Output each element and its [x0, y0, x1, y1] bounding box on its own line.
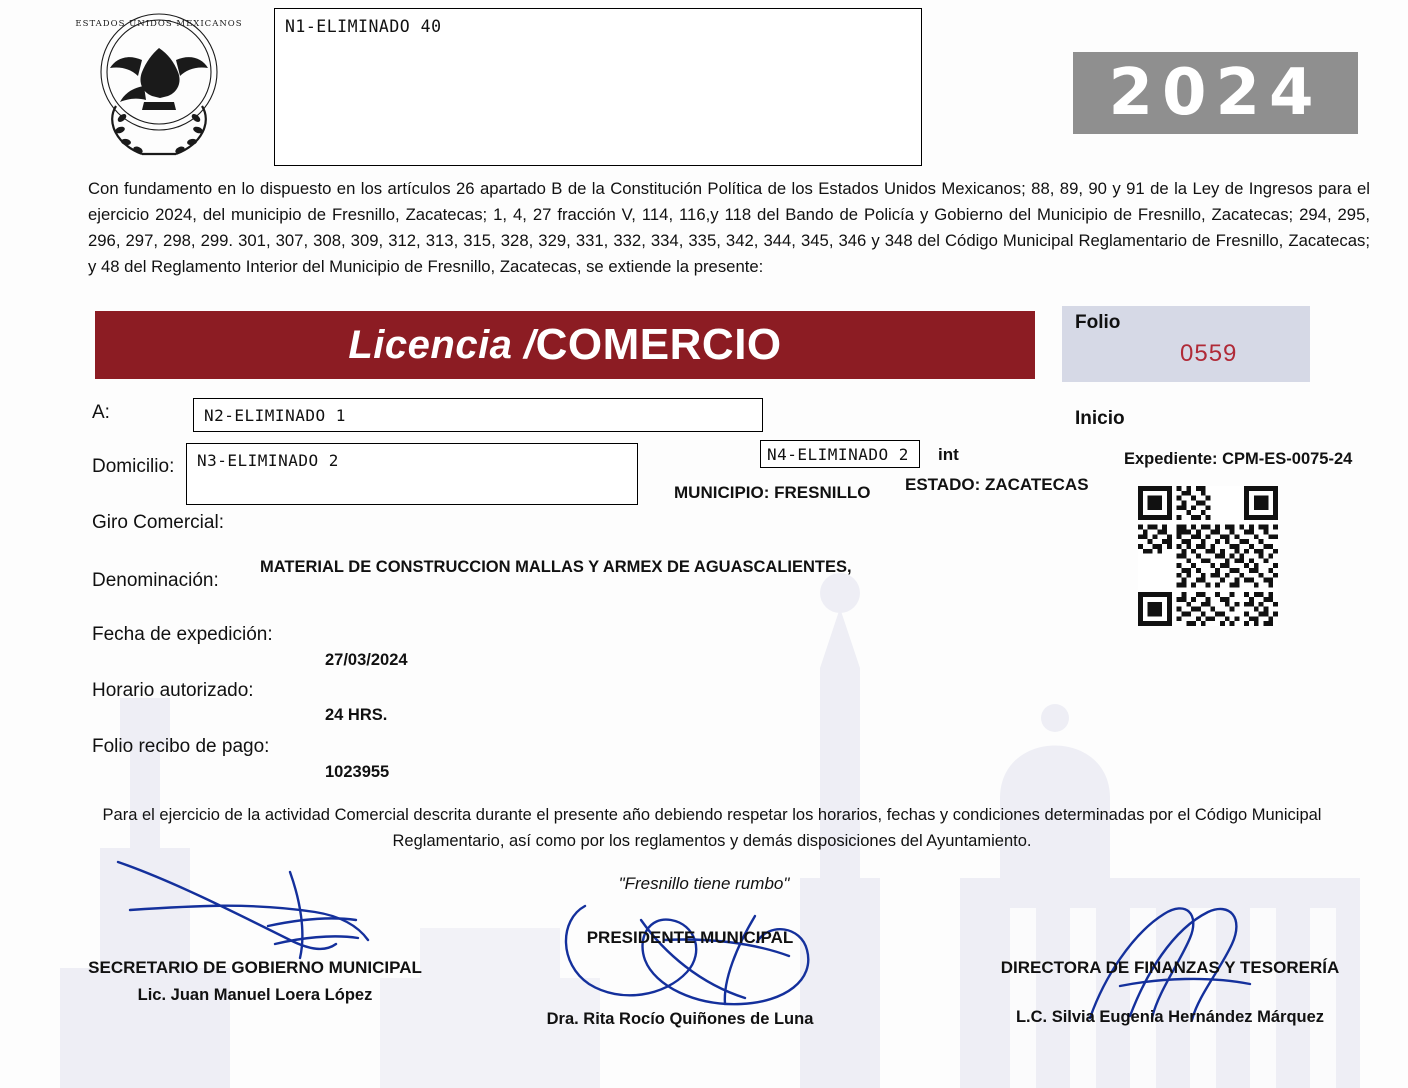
qr-code	[1138, 486, 1278, 626]
signature-title-secretario: SECRETARIO DE GOBIERNO MUNICIPAL	[88, 958, 422, 977]
label-domicilio: Domicilio:	[92, 456, 175, 477]
value-denominacion: MATERIAL DE CONSTRUCCION MALLAS Y ARMEX DE AGUASCALIENTES,	[260, 558, 852, 576]
svg-text:ESTADOS UNIDOS MEXICANOS: ESTADOS UNIDOS MEXICANOS	[75, 19, 243, 29]
signature-name-presidente: Dra. Rita Rocío Quiñones de Luna	[546, 1010, 814, 1028]
value-horario: 24 HRS.	[325, 706, 388, 724]
folio-label: Folio	[1075, 312, 1121, 333]
year-badge: 2024	[1073, 52, 1358, 134]
license-title-prefix: Licencia /	[348, 322, 536, 367]
signature-title-presidente: PRESIDENTE MUNICIPAL	[586, 928, 794, 947]
signature-ink-secretario	[100, 840, 430, 970]
label-fecha-expedicion: Fecha de expedición:	[92, 624, 273, 645]
value-fecha-expedicion: 27/03/2024	[325, 651, 408, 669]
value-municipio: MUNICIPIO: FRESNILLO	[674, 483, 871, 502]
legal-paragraph-text: Con fundamento en lo dispuesto en los artículos 26 apartado B de la Constitución Política de los Estados Unidos Mexicanos; 88, 89, 90 y 91 de la Ley de Ingresos para el ejercicio 2024, del municipio de Fresnillo, Zacatecas; 1, 4, 27 fracción V, 114, 116,y 118 del Bando de Policía y Gobierno del Municipio de Fresnillo, Zacatecas; 294, 295, 296, 297, 298, 299. 301, 307, 308, 309, 312, 313, 315, 328, 329, 331, 332, 334, 335, 342, 344, 345, 346 y 348 del Código Municipal Reglamentario de Fresnillo, Zacatecas; y 48 del Reglamento Interior del Municipio de Fresnillo, Zacatecas, se extiende la presente:	[88, 179, 1370, 276]
redaction-n3: N3-ELIMINADO 2	[186, 443, 638, 505]
inicio-label: Inicio	[1075, 408, 1125, 429]
signature-title-tesoreria: DIRECTORA DE FINANZAS Y TESORERÍA	[1000, 958, 1340, 977]
expediente-text: Expediente: CPM-ES-0075-24	[1124, 450, 1353, 468]
label-a: A:	[92, 402, 110, 423]
national-emblem-icon	[72, 10, 247, 170]
folio-value: 0559	[1180, 340, 1238, 367]
signature-ink-presidente	[545, 880, 865, 1020]
legal-paragraph	[88, 176, 1370, 280]
municipal-motto: "Fresnillo tiene rumbo"	[618, 874, 790, 893]
value-interior: int	[938, 445, 959, 464]
redaction-n1: N1-ELIMINADO 40	[274, 8, 922, 166]
license-title-main: COMERCIO	[535, 320, 782, 369]
label-denominacion: Denominación:	[92, 570, 219, 591]
redaction-n4: N4-ELIMINADO 2	[760, 440, 920, 468]
bottom-note: Para el ejercicio de la actividad Comercial descrita durante el presente año debiendo respetar los horarios, fechas y condiciones determinadas por el Código Municipal Reglamentario, así como por los reglamentos y demás disposiciones del Ayuntamiento.	[102, 806, 1322, 850]
label-horario-autorizado: Horario autorizado:	[92, 680, 254, 701]
redaction-n2: N2-ELIMINADO 1	[193, 398, 763, 432]
value-folio-recibo: 1023955	[325, 763, 390, 781]
signature-name-tesoreria: L.C. Silvia Eugenia Hernández Márquez	[1015, 1008, 1325, 1026]
label-giro-comercial: Giro Comercial:	[92, 512, 224, 533]
license-title-bar	[95, 311, 1035, 379]
value-estado: ESTADO: ZACATECAS	[905, 475, 1089, 494]
label-folio-recibo: Folio recibo de pago:	[92, 736, 270, 757]
signature-name-secretario: Lic. Juan Manuel Loera López	[137, 986, 373, 1004]
